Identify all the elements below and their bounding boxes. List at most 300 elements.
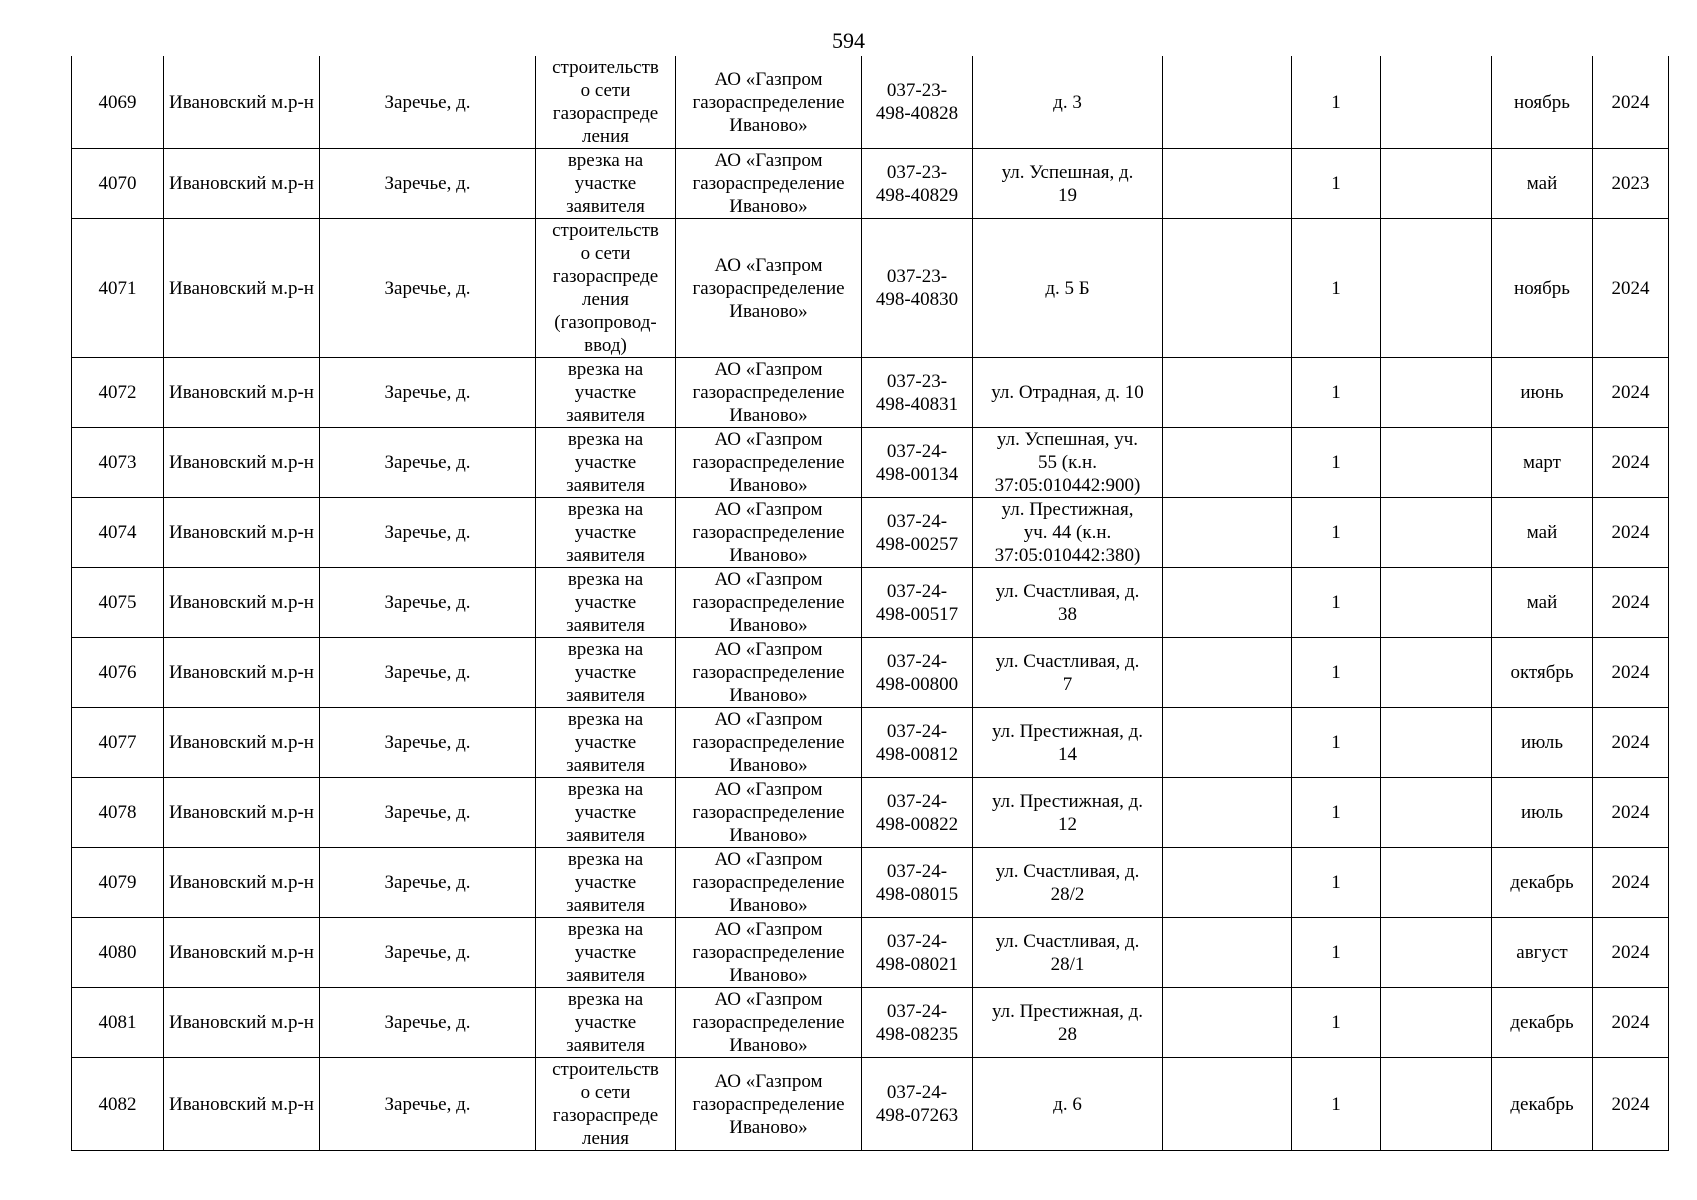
- organization-cell-line: АО «Газпром: [714, 639, 823, 660]
- organization-cell-line: газораспределение: [692, 91, 845, 113]
- district-cell: Ивановский м.р-н: [164, 428, 320, 498]
- work-type-cell: [536, 1058, 676, 1151]
- address-cell-line: 7: [1062, 673, 1073, 695]
- table-row: [72, 568, 1669, 638]
- address-cell-line: ул. Счастливая, д.: [995, 930, 1140, 952]
- address-cell-line: 28: [1058, 1023, 1077, 1045]
- work-type-cell-line: заявителя: [566, 685, 645, 706]
- empty-cell: [1381, 988, 1492, 1058]
- work-type-cell-line: заявителя: [566, 1035, 645, 1056]
- month-cell: октябрь: [1492, 638, 1593, 708]
- empty-cell: [1163, 638, 1292, 708]
- application-code-cell-line: 498-40829: [875, 184, 959, 206]
- application-code-cell-line: 037-24-: [886, 930, 948, 952]
- organization-cell: [676, 498, 862, 568]
- table-row: [72, 708, 1669, 778]
- application-code-cell-line: 037-23-: [886, 161, 948, 183]
- organization-cell-line: Иваново»: [729, 1035, 808, 1056]
- application-code-cell-line: 498-07263: [875, 1105, 959, 1126]
- organization-cell-line: АО «Газпром: [714, 779, 823, 800]
- application-code-cell-line: 498-00257: [875, 533, 959, 555]
- work-type-cell-line: участке: [574, 592, 637, 613]
- address-cell: [973, 778, 1163, 848]
- year-cell: 2024: [1593, 988, 1669, 1058]
- organization-cell-line: газораспределение: [692, 1093, 845, 1115]
- work-type-cell: [536, 568, 676, 638]
- address-cell-line: 28/1: [1050, 953, 1085, 975]
- application-code-cell-line: 037-23-: [886, 370, 948, 392]
- address-cell-line: ул. Престижная, д.: [991, 720, 1144, 742]
- address-cell-line: 12: [1058, 813, 1077, 835]
- work-type-cell: [536, 708, 676, 778]
- month-cell: май: [1492, 149, 1593, 219]
- work-type-cell-line: заявителя: [566, 965, 645, 986]
- work-type-cell-line: строительств: [552, 220, 659, 241]
- empty-cell: [1163, 56, 1292, 149]
- table-row: [72, 918, 1669, 988]
- application-code-cell: [862, 428, 973, 498]
- organization-cell-line: газораспределение: [692, 872, 845, 893]
- locality-cell: Заречье, д.: [320, 708, 536, 778]
- organization-cell: [676, 1058, 862, 1151]
- organization-cell-line: Иваново»: [729, 300, 808, 322]
- work-type-cell-line: (газопровод-: [554, 312, 657, 333]
- application-code-cell: [862, 1058, 973, 1151]
- month-cell: декабрь: [1492, 1058, 1593, 1151]
- quantity-cell: 1: [1292, 219, 1381, 358]
- empty-cell: [1163, 219, 1292, 358]
- locality-cell: Заречье, д.: [320, 56, 536, 149]
- address-cell-line: ул. Счастливая, д.: [995, 860, 1140, 882]
- organization-cell: [676, 638, 862, 708]
- table-row: [72, 848, 1669, 918]
- row-number-cell: 4071: [72, 219, 164, 358]
- work-type-cell-line: заявителя: [566, 895, 645, 916]
- address-cell: [973, 568, 1163, 638]
- month-cell: июль: [1492, 708, 1593, 778]
- empty-cell: [1381, 778, 1492, 848]
- organization-cell-line: АО «Газпром: [714, 429, 823, 450]
- address-cell-line: 37:05:010442:900): [994, 475, 1141, 496]
- empty-cell: [1163, 149, 1292, 219]
- organization-cell-line: Иваново»: [729, 965, 808, 986]
- empty-cell: [1381, 358, 1492, 428]
- work-type-cell-line: врезка на: [567, 849, 644, 870]
- work-type-cell-line: участке: [574, 942, 637, 963]
- application-code-cell: [862, 56, 973, 149]
- organization-cell-line: Иваново»: [729, 755, 808, 776]
- application-code-cell-line: 037-24-: [886, 790, 948, 812]
- locality-cell: Заречье, д.: [320, 568, 536, 638]
- empty-cell: [1381, 56, 1492, 149]
- application-code-cell: [862, 918, 973, 988]
- address-cell-line: 14: [1058, 743, 1077, 765]
- work-type-cell: [536, 358, 676, 428]
- organization-cell-line: АО «Газпром: [714, 709, 823, 730]
- organization-cell-line: АО «Газпром: [714, 499, 823, 520]
- address-cell-line: ул. Престижная, д.: [991, 790, 1144, 812]
- work-type-cell-line: ления: [582, 1128, 629, 1149]
- quantity-cell: 1: [1292, 1058, 1381, 1151]
- address-cell: [973, 918, 1163, 988]
- year-cell: 2024: [1593, 568, 1669, 638]
- month-cell: май: [1492, 568, 1593, 638]
- year-cell: 2024: [1593, 778, 1669, 848]
- address-cell-line: ул. Отрадная, д. 10: [991, 382, 1144, 403]
- application-code-cell: [862, 149, 973, 219]
- table-row: [72, 149, 1669, 219]
- work-type-cell-line: врезка на: [567, 779, 644, 800]
- organization-cell-line: газораспределение: [692, 382, 845, 403]
- empty-cell: [1381, 1058, 1492, 1151]
- row-number-cell: 4070: [72, 149, 164, 219]
- year-cell: 2024: [1593, 848, 1669, 918]
- organization-cell-line: Иваново»: [729, 475, 808, 496]
- work-type-cell-line: строительств: [552, 1059, 659, 1080]
- empty-cell: [1163, 988, 1292, 1058]
- work-type-cell: [536, 918, 676, 988]
- organization-cell: [676, 149, 862, 219]
- address-cell-line: ул. Счастливая, д.: [995, 650, 1140, 672]
- year-cell: 2024: [1593, 918, 1669, 988]
- work-type-cell-line: участке: [574, 662, 637, 683]
- organization-cell-line: АО «Газпром: [714, 989, 823, 1010]
- locality-cell: Заречье, д.: [320, 1058, 536, 1151]
- table-row: [72, 498, 1669, 568]
- district-cell: Ивановский м.р-н: [164, 848, 320, 918]
- work-type-cell-line: участке: [574, 1012, 637, 1033]
- year-cell: 2024: [1593, 219, 1669, 358]
- application-code-cell: [862, 988, 973, 1058]
- row-number-cell: 4074: [72, 498, 164, 568]
- work-type-cell: [536, 638, 676, 708]
- address-cell: [973, 848, 1163, 918]
- address-cell-line: уч. 44 (к.н.: [1023, 522, 1112, 543]
- organization-cell-line: Иваново»: [729, 196, 808, 217]
- address-cell-line: ул. Престижная, д.: [991, 1000, 1144, 1022]
- work-type-cell: [536, 498, 676, 568]
- organization-cell-line: газораспределение: [692, 592, 845, 613]
- quantity-cell: 1: [1292, 778, 1381, 848]
- organization-cell-line: Иваново»: [729, 545, 808, 566]
- year-cell: 2024: [1593, 428, 1669, 498]
- application-code-cell-line: 498-08021: [875, 953, 959, 975]
- row-number-cell: 4073: [72, 428, 164, 498]
- organization-cell: [676, 358, 862, 428]
- organization-cell-line: АО «Газпром: [714, 569, 823, 590]
- organization-cell-line: газораспределение: [692, 942, 845, 963]
- organization-cell: [676, 778, 862, 848]
- empty-cell: [1163, 568, 1292, 638]
- row-number-cell: 4080: [72, 918, 164, 988]
- address-cell: [973, 358, 1163, 428]
- work-type-cell-line: участке: [574, 173, 637, 194]
- address-cell: [973, 708, 1163, 778]
- work-type-cell-line: врезка на: [567, 150, 644, 171]
- quantity-cell: 1: [1292, 149, 1381, 219]
- row-number-cell: 4072: [72, 358, 164, 428]
- empty-cell: [1381, 848, 1492, 918]
- district-cell: Ивановский м.р-н: [164, 708, 320, 778]
- application-code-cell-line: 498-00517: [875, 603, 959, 625]
- work-type-cell-line: участке: [574, 452, 637, 473]
- district-cell: Ивановский м.р-н: [164, 638, 320, 708]
- quantity-cell: 1: [1292, 638, 1381, 708]
- work-type-cell-line: строительств: [552, 57, 659, 78]
- row-number-cell: 4082: [72, 1058, 164, 1151]
- application-code-cell-line: 498-08235: [875, 1023, 959, 1045]
- application-code-cell-line: 498-00812: [875, 743, 959, 765]
- work-type-cell-line: врезка на: [567, 709, 644, 730]
- organization-cell-line: АО «Газпром: [714, 254, 823, 276]
- application-code-cell-line: 498-40831: [875, 393, 959, 415]
- work-type-cell-line: заявителя: [566, 475, 645, 496]
- application-code-cell-line: 498-00134: [875, 463, 959, 485]
- work-type-cell-line: заявителя: [566, 545, 645, 566]
- work-type-cell-line: ввод): [584, 335, 627, 356]
- empty-cell: [1381, 219, 1492, 358]
- application-code-cell-line: 037-24-: [886, 720, 948, 742]
- quantity-cell: 1: [1292, 708, 1381, 778]
- quantity-cell: 1: [1292, 988, 1381, 1058]
- organization-cell-line: газораспределение: [692, 522, 845, 543]
- address-cell: [973, 428, 1163, 498]
- locality-cell: Заречье, д.: [320, 498, 536, 568]
- quantity-cell: 1: [1292, 498, 1381, 568]
- quantity-cell: 1: [1292, 848, 1381, 918]
- table-row: [72, 638, 1669, 708]
- organization-cell-line: АО «Газпром: [714, 1070, 823, 1092]
- address-cell: [973, 1058, 1163, 1151]
- year-cell: 2024: [1593, 358, 1669, 428]
- month-cell: март: [1492, 428, 1593, 498]
- application-code-cell-line: 498-00800: [875, 673, 959, 695]
- district-cell: Ивановский м.р-н: [164, 918, 320, 988]
- application-code-cell-line: 037-24-: [886, 1000, 948, 1022]
- locality-cell: Заречье, д.: [320, 428, 536, 498]
- application-code-cell: [862, 358, 973, 428]
- application-code-cell-line: 037-24-: [886, 650, 948, 672]
- quantity-cell: 1: [1292, 568, 1381, 638]
- work-type-cell-line: заявителя: [566, 615, 645, 636]
- work-type-cell: [536, 219, 676, 358]
- organization-cell-line: Иваново»: [729, 114, 808, 136]
- application-code-cell: [862, 848, 973, 918]
- organization-cell-line: газораспределение: [692, 452, 845, 473]
- quantity-cell: 1: [1292, 918, 1381, 988]
- address-cell-line: д. 6: [1053, 1093, 1082, 1115]
- work-type-cell-line: врезка на: [567, 499, 644, 520]
- month-cell: август: [1492, 918, 1593, 988]
- address-cell: [973, 498, 1163, 568]
- month-cell: июнь: [1492, 358, 1593, 428]
- district-cell: Ивановский м.р-н: [164, 149, 320, 219]
- empty-cell: [1381, 708, 1492, 778]
- empty-cell: [1163, 918, 1292, 988]
- row-number-cell: 4081: [72, 988, 164, 1058]
- district-cell: Ивановский м.р-н: [164, 1058, 320, 1151]
- locality-cell: Заречье, д.: [320, 848, 536, 918]
- address-cell-line: д. 5 Б: [1045, 277, 1090, 299]
- empty-cell: [1381, 498, 1492, 568]
- application-code-cell-line: 037-24-: [886, 580, 948, 602]
- work-type-cell-line: участке: [574, 732, 637, 753]
- work-type-cell-line: участке: [574, 522, 637, 543]
- empty-cell: [1163, 428, 1292, 498]
- organization-cell-line: АО «Газпром: [714, 150, 823, 171]
- empty-cell: [1163, 498, 1292, 568]
- table-body: [72, 56, 1669, 1151]
- address-cell-line: 55 (к.н.: [1038, 452, 1097, 473]
- application-code-cell-line: 037-24-: [886, 1082, 948, 1103]
- work-type-cell: [536, 848, 676, 918]
- address-cell: [973, 219, 1163, 358]
- organization-cell-line: Иваново»: [729, 405, 808, 426]
- organization-cell-line: Иваново»: [729, 685, 808, 706]
- row-number-cell: 4075: [72, 568, 164, 638]
- organization-cell-line: АО «Газпром: [714, 919, 823, 940]
- address-cell-line: 38: [1058, 603, 1077, 625]
- organization-cell-line: газораспределение: [692, 802, 845, 823]
- address-cell: [973, 56, 1163, 149]
- address-cell-line: 37:05:010442:380): [994, 545, 1141, 566]
- locality-cell: Заречье, д.: [320, 219, 536, 358]
- quantity-cell: 1: [1292, 56, 1381, 149]
- work-type-cell-line: участке: [574, 872, 637, 893]
- empty-cell: [1381, 918, 1492, 988]
- address-cell-line: 28/2: [1050, 883, 1085, 905]
- work-type-cell: [536, 149, 676, 219]
- district-cell: Ивановский м.р-н: [164, 498, 320, 568]
- application-code-cell: [862, 219, 973, 358]
- organization-cell-line: газораспределение: [692, 277, 845, 299]
- application-code-cell-line: 037-23-: [886, 266, 948, 287]
- work-type-cell-line: врезка на: [567, 359, 644, 380]
- work-type-cell: [536, 778, 676, 848]
- work-type-cell-line: газораспреде: [552, 1105, 659, 1126]
- empty-cell: [1163, 708, 1292, 778]
- application-code-cell-line: 037-23-: [886, 80, 948, 101]
- locality-cell: Заречье, д.: [320, 988, 536, 1058]
- row-number-cell: 4077: [72, 708, 164, 778]
- address-cell: [973, 988, 1163, 1058]
- work-type-cell-line: заявителя: [566, 825, 645, 846]
- table-row: [72, 219, 1669, 358]
- month-cell: май: [1492, 498, 1593, 568]
- table-row: [72, 56, 1669, 149]
- table-row: [72, 428, 1669, 498]
- address-cell: [973, 638, 1163, 708]
- district-cell: Ивановский м.р-н: [164, 988, 320, 1058]
- locality-cell: Заречье, д.: [320, 638, 536, 708]
- work-type-cell: [536, 428, 676, 498]
- row-number-cell: 4078: [72, 778, 164, 848]
- organization-cell-line: АО «Газпром: [714, 359, 823, 380]
- work-type-cell-line: врезка на: [567, 569, 644, 590]
- work-type-cell-line: о сети: [580, 1082, 631, 1103]
- work-type-cell-line: ления: [582, 289, 629, 310]
- work-type-cell-line: врезка на: [567, 429, 644, 450]
- locality-cell: Заречье, д.: [320, 778, 536, 848]
- address-cell-line: ул. Престижная,: [1001, 499, 1134, 520]
- district-cell: Ивановский м.р-н: [164, 358, 320, 428]
- application-code-cell-line: 037-24-: [886, 440, 948, 462]
- application-code-cell-line: 498-00822: [875, 813, 959, 835]
- organization-cell-line: Иваново»: [729, 615, 808, 636]
- work-type-cell-line: о сети: [580, 80, 631, 101]
- work-type-cell-line: газораспреде: [552, 266, 659, 287]
- district-cell: Ивановский м.р-н: [164, 778, 320, 848]
- work-type-cell: [536, 56, 676, 149]
- organization-cell: [676, 219, 862, 358]
- organization-cell-line: газораспределение: [692, 1012, 845, 1033]
- application-code-cell-line: 037-24-: [886, 860, 948, 882]
- work-type-cell-line: газораспреде: [552, 103, 659, 124]
- empty-cell: [1163, 1058, 1292, 1151]
- row-number-cell: 4079: [72, 848, 164, 918]
- locality-cell: Заречье, д.: [320, 918, 536, 988]
- application-code-cell-line: 037-24-: [886, 510, 948, 532]
- quantity-cell: 1: [1292, 358, 1381, 428]
- table-row: [72, 778, 1669, 848]
- year-cell: 2024: [1593, 498, 1669, 568]
- work-type-cell-line: участке: [574, 802, 637, 823]
- organization-cell-line: Иваново»: [729, 895, 808, 916]
- page-number: 594: [832, 28, 865, 53]
- month-cell: декабрь: [1492, 988, 1593, 1058]
- district-cell: Ивановский м.р-н: [164, 56, 320, 149]
- organization-cell-line: Иваново»: [729, 1116, 808, 1138]
- work-type-cell-line: ления: [582, 126, 629, 147]
- organization-cell-line: Иваново»: [729, 825, 808, 846]
- district-cell: Ивановский м.р-н: [164, 568, 320, 638]
- organization-cell: [676, 918, 862, 988]
- work-type-cell-line: заявителя: [566, 755, 645, 776]
- address-cell: [973, 149, 1163, 219]
- work-type-cell-line: заявителя: [566, 196, 645, 217]
- organization-cell-line: газораспределение: [692, 732, 845, 753]
- work-type-cell: [536, 988, 676, 1058]
- organization-cell-line: АО «Газпром: [714, 849, 823, 870]
- empty-cell: [1381, 638, 1492, 708]
- address-cell-line: ул. Счастливая, д.: [995, 580, 1140, 602]
- table-row: [72, 358, 1669, 428]
- organization-cell: [676, 848, 862, 918]
- table-row: [72, 1058, 1669, 1151]
- empty-cell: [1381, 149, 1492, 219]
- organization-cell: [676, 568, 862, 638]
- address-cell-line: д. 3: [1053, 91, 1082, 113]
- work-type-cell-line: врезка на: [567, 639, 644, 660]
- month-cell: ноябрь: [1492, 219, 1593, 358]
- application-code-cell-line: 498-40830: [875, 289, 959, 310]
- row-number-cell: 4069: [72, 56, 164, 149]
- organization-cell: [676, 428, 862, 498]
- year-cell: 2024: [1593, 638, 1669, 708]
- district-cell: Ивановский м.р-н: [164, 219, 320, 358]
- year-cell: 2024: [1593, 1058, 1669, 1151]
- application-code-cell: [862, 708, 973, 778]
- month-cell: июль: [1492, 778, 1593, 848]
- organization-cell-line: АО «Газпром: [714, 68, 823, 90]
- year-cell: 2023: [1593, 149, 1669, 219]
- organization-cell: [676, 56, 862, 149]
- year-cell: 2024: [1593, 56, 1669, 149]
- work-type-cell-line: участке: [574, 382, 637, 403]
- empty-cell: [1381, 428, 1492, 498]
- work-type-cell-line: о сети: [580, 243, 631, 264]
- organization-cell-line: газораспределение: [692, 662, 845, 683]
